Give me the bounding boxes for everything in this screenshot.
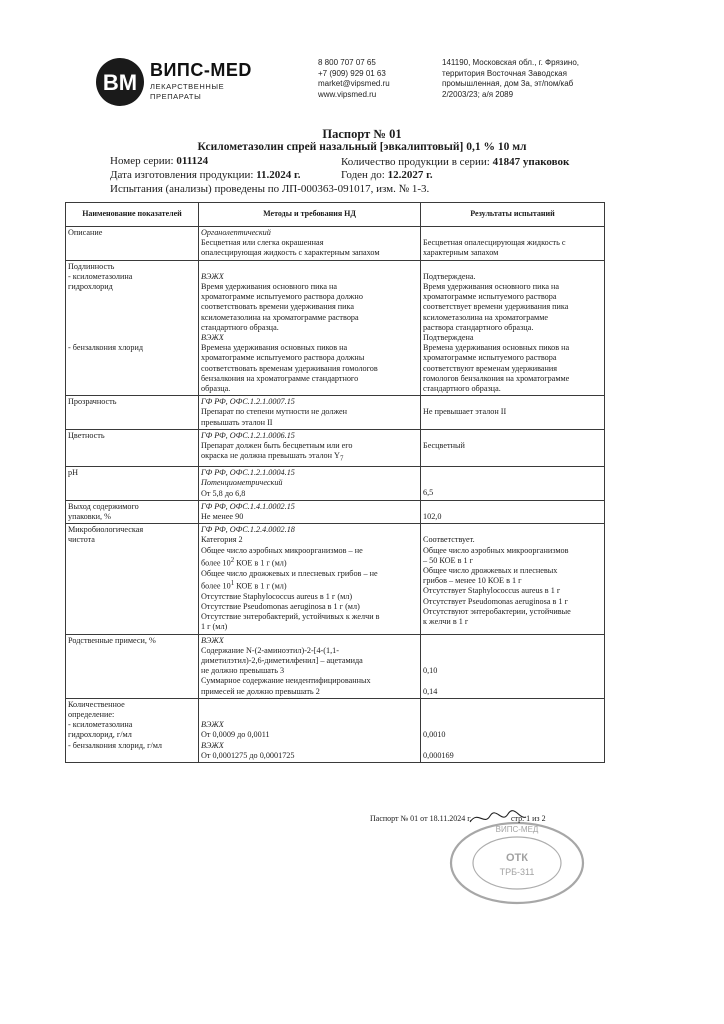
row-method: ГФ РФ, ОФС.1.2.4.0002.18 Категория 2 Общее число аэробных микроорганизмов – не более $10^2$ КОЕ в 1 г (мл) Общее число дрожжевых и плесневых грибов – не более $10^1$ КОЕ в 1 г (мл) Отсутствие Staphylococcus aureus в 1 г (мл) Отсутствие Pseudomonas aeruginosa в 1 г (мл) Отсутствие энтеробактерий, устойчивых к желчи в 1 г (мл) xyxy=(199,524,421,635)
table-row xyxy=(66,524,605,635)
results-table xyxy=(65,202,605,763)
row-name: Описание xyxy=(66,227,199,261)
row-method: ВЭЖХ Время удерживания основного пика на хроматограмме испытуемого раствора должно соответствовать времени удерживания пика ксилометазолина на хроматограмме раствора стандартного образца. ВЭЖХ Времена удерживания основных пиков на хроматограмме испытуемого раствора должны соответствовать временам удерживания гомологов бензалкония на хроматограмме стандартного образца. xyxy=(199,260,421,396)
row-result: Не превышает эталон II xyxy=(421,396,605,430)
row-method: ВЭЖХ От 0,0009 до 0,0011 ВЭЖХ От 0,0001275 до 0,0001725 xyxy=(199,698,421,762)
row-method: ГФ РФ, ОФС.1.4.1.0002.15 Не менее 90 xyxy=(199,500,421,523)
row-name: pH xyxy=(66,467,199,501)
row-name: Цветность xyxy=(66,429,199,466)
seal-inner-line-2: ТРБ-311 xyxy=(499,867,535,877)
row-name: Количественное определение: - ксилометазолина гидрохлорид, г/мл - бензалкония хлорид, г/мл xyxy=(66,698,199,762)
row-name: Прозрачность xyxy=(66,396,199,430)
table-row xyxy=(66,396,605,430)
table-row xyxy=(66,260,605,396)
tests-reference: Испытания (анализы) проведены по ЛП-000363-091017, изм. № 1-3. xyxy=(110,183,430,195)
row-result: 0,0010 0,000169 xyxy=(421,698,605,762)
company-address: 141190, Московская обл., г. Фрязино, территория Восточная Заводская промышленная, дом 3а, эт/пом/каб 2/2003/23; а/я 2089 xyxy=(442,58,580,99)
series-number: Номер серии: 011124 xyxy=(110,155,209,167)
row-result: Подтверждена. Время удерживания основного пика на хроматограмме испытуемого раствора соответствует времени удерживания пика ксилометазолина на хроматограмме раствора стандартного образца. Подтверждена Времена удерживания основных пиков на хроматограмме испытуемого раствора соответствуют временам удерживания гомологов бензалкония на хроматограмме стандартного образца. xyxy=(421,260,605,396)
table-row xyxy=(66,698,605,762)
row-name: Выход содержимого упаковки, % xyxy=(66,500,199,523)
table-header-row xyxy=(66,203,605,227)
table-row xyxy=(66,227,605,261)
product-name: Ксилометазолин спрей назальный [эвкалиптовый] 0,1 % 10 мл xyxy=(197,141,527,153)
footer-passport-ref: Паспорт № 01 от 18.11.2024 г. xyxy=(370,814,472,823)
page-number: стр. 1 из 2 xyxy=(511,814,546,823)
seal-ring-text: ВИПС-МЕД xyxy=(495,825,539,834)
phone-1: 8 800 707 07 65 xyxy=(318,58,376,67)
company-subtitle: ЛЕКАРСТВЕННЫЕ ПРЕПАРАТЫ xyxy=(150,82,225,101)
seal-inner-line-1: ОТК xyxy=(506,852,528,864)
table-row xyxy=(66,429,605,466)
row-name: Родственные примеси, % xyxy=(66,634,199,698)
email: market@vipsmed.ru xyxy=(318,79,390,88)
table-row xyxy=(66,467,605,501)
manufacture-date: Дата изготовления продукции: 11.2024 г. xyxy=(110,169,301,181)
website: www.vipsmed.ru xyxy=(318,89,377,99)
row-method: ВЭЖХ Содержание N-(2-аминоэтил)-2-[4-(1,1- диметилэтил)-2,6-диметилфенил] – ацетамида не должно превышать 3 Суммарное содержание неидентифицированных примесей не должно превышать 2 xyxy=(199,634,421,698)
seal-stamp-icon xyxy=(442,818,592,908)
col-header-result: Результаты испытаний xyxy=(421,203,605,227)
company-contacts xyxy=(318,58,438,100)
row-result: Соответствует. Общее число аэробных микроорганизмов – 50 КОЕ в 1 г Общее число дрожжевых и плесневых грибов – менее 10 КОЕ в 1 г Отсутствует Staphylococcus aureus в 1 г Отсутствует Pseudomonas aeruginosa в 1 г Отсутствуют энтеробактерии, устойчивые к желчи в 1 г xyxy=(421,524,605,635)
phone-2: +7 (909) 929 01 63 xyxy=(318,68,386,78)
table-row xyxy=(66,500,605,523)
row-name: Подлинность - ксилометазолина гидрохлорид - бензалкония хлорид xyxy=(66,260,199,396)
col-header-name: Наименование показателей xyxy=(66,203,199,227)
row-method: Органолептический Бесцветная или слегка окрашенная опалесцирующая жидкость с характерным запахом xyxy=(199,227,421,261)
row-method: ГФ РФ, ОФС.1.2.1.0004.15 Потенциометрический От 5,8 до 6,8 xyxy=(199,467,421,501)
col-header-method: Методы и требования НД xyxy=(199,203,421,227)
batch-quantity: Количество продукции в серии: 41847 упаковок xyxy=(341,156,570,168)
expiry-date: Годен до: 12.2027 г. xyxy=(341,169,433,181)
table-row xyxy=(66,634,605,698)
document-title: Паспорт № 01 xyxy=(322,127,402,141)
row-result: 0,10 0,14 xyxy=(421,634,605,698)
row-result: 6,5 xyxy=(421,467,605,501)
logo-letters: ВМ xyxy=(102,70,138,95)
row-method: ГФ РФ, ОФС.1.2.1.0007.15 Препарат по степени мутности не должен превышать эталон II xyxy=(199,396,421,430)
row-result: Бесцветный xyxy=(421,429,605,466)
row-name: Микробиологическая чистота xyxy=(66,524,199,635)
row-result: 102,0 xyxy=(421,500,605,523)
row-method: ГФ РФ, ОФС.1.2.1.0006.15 Препарат должен быть бесцветным или его окраска не должна превышать эталон $Y_7$ xyxy=(199,429,421,466)
company-logo-icon xyxy=(95,57,145,107)
row-result: Бесцветная опалесцирующая жидкость с характерным запахом xyxy=(421,227,605,261)
company-name: ВИПС-MED xyxy=(150,60,252,80)
